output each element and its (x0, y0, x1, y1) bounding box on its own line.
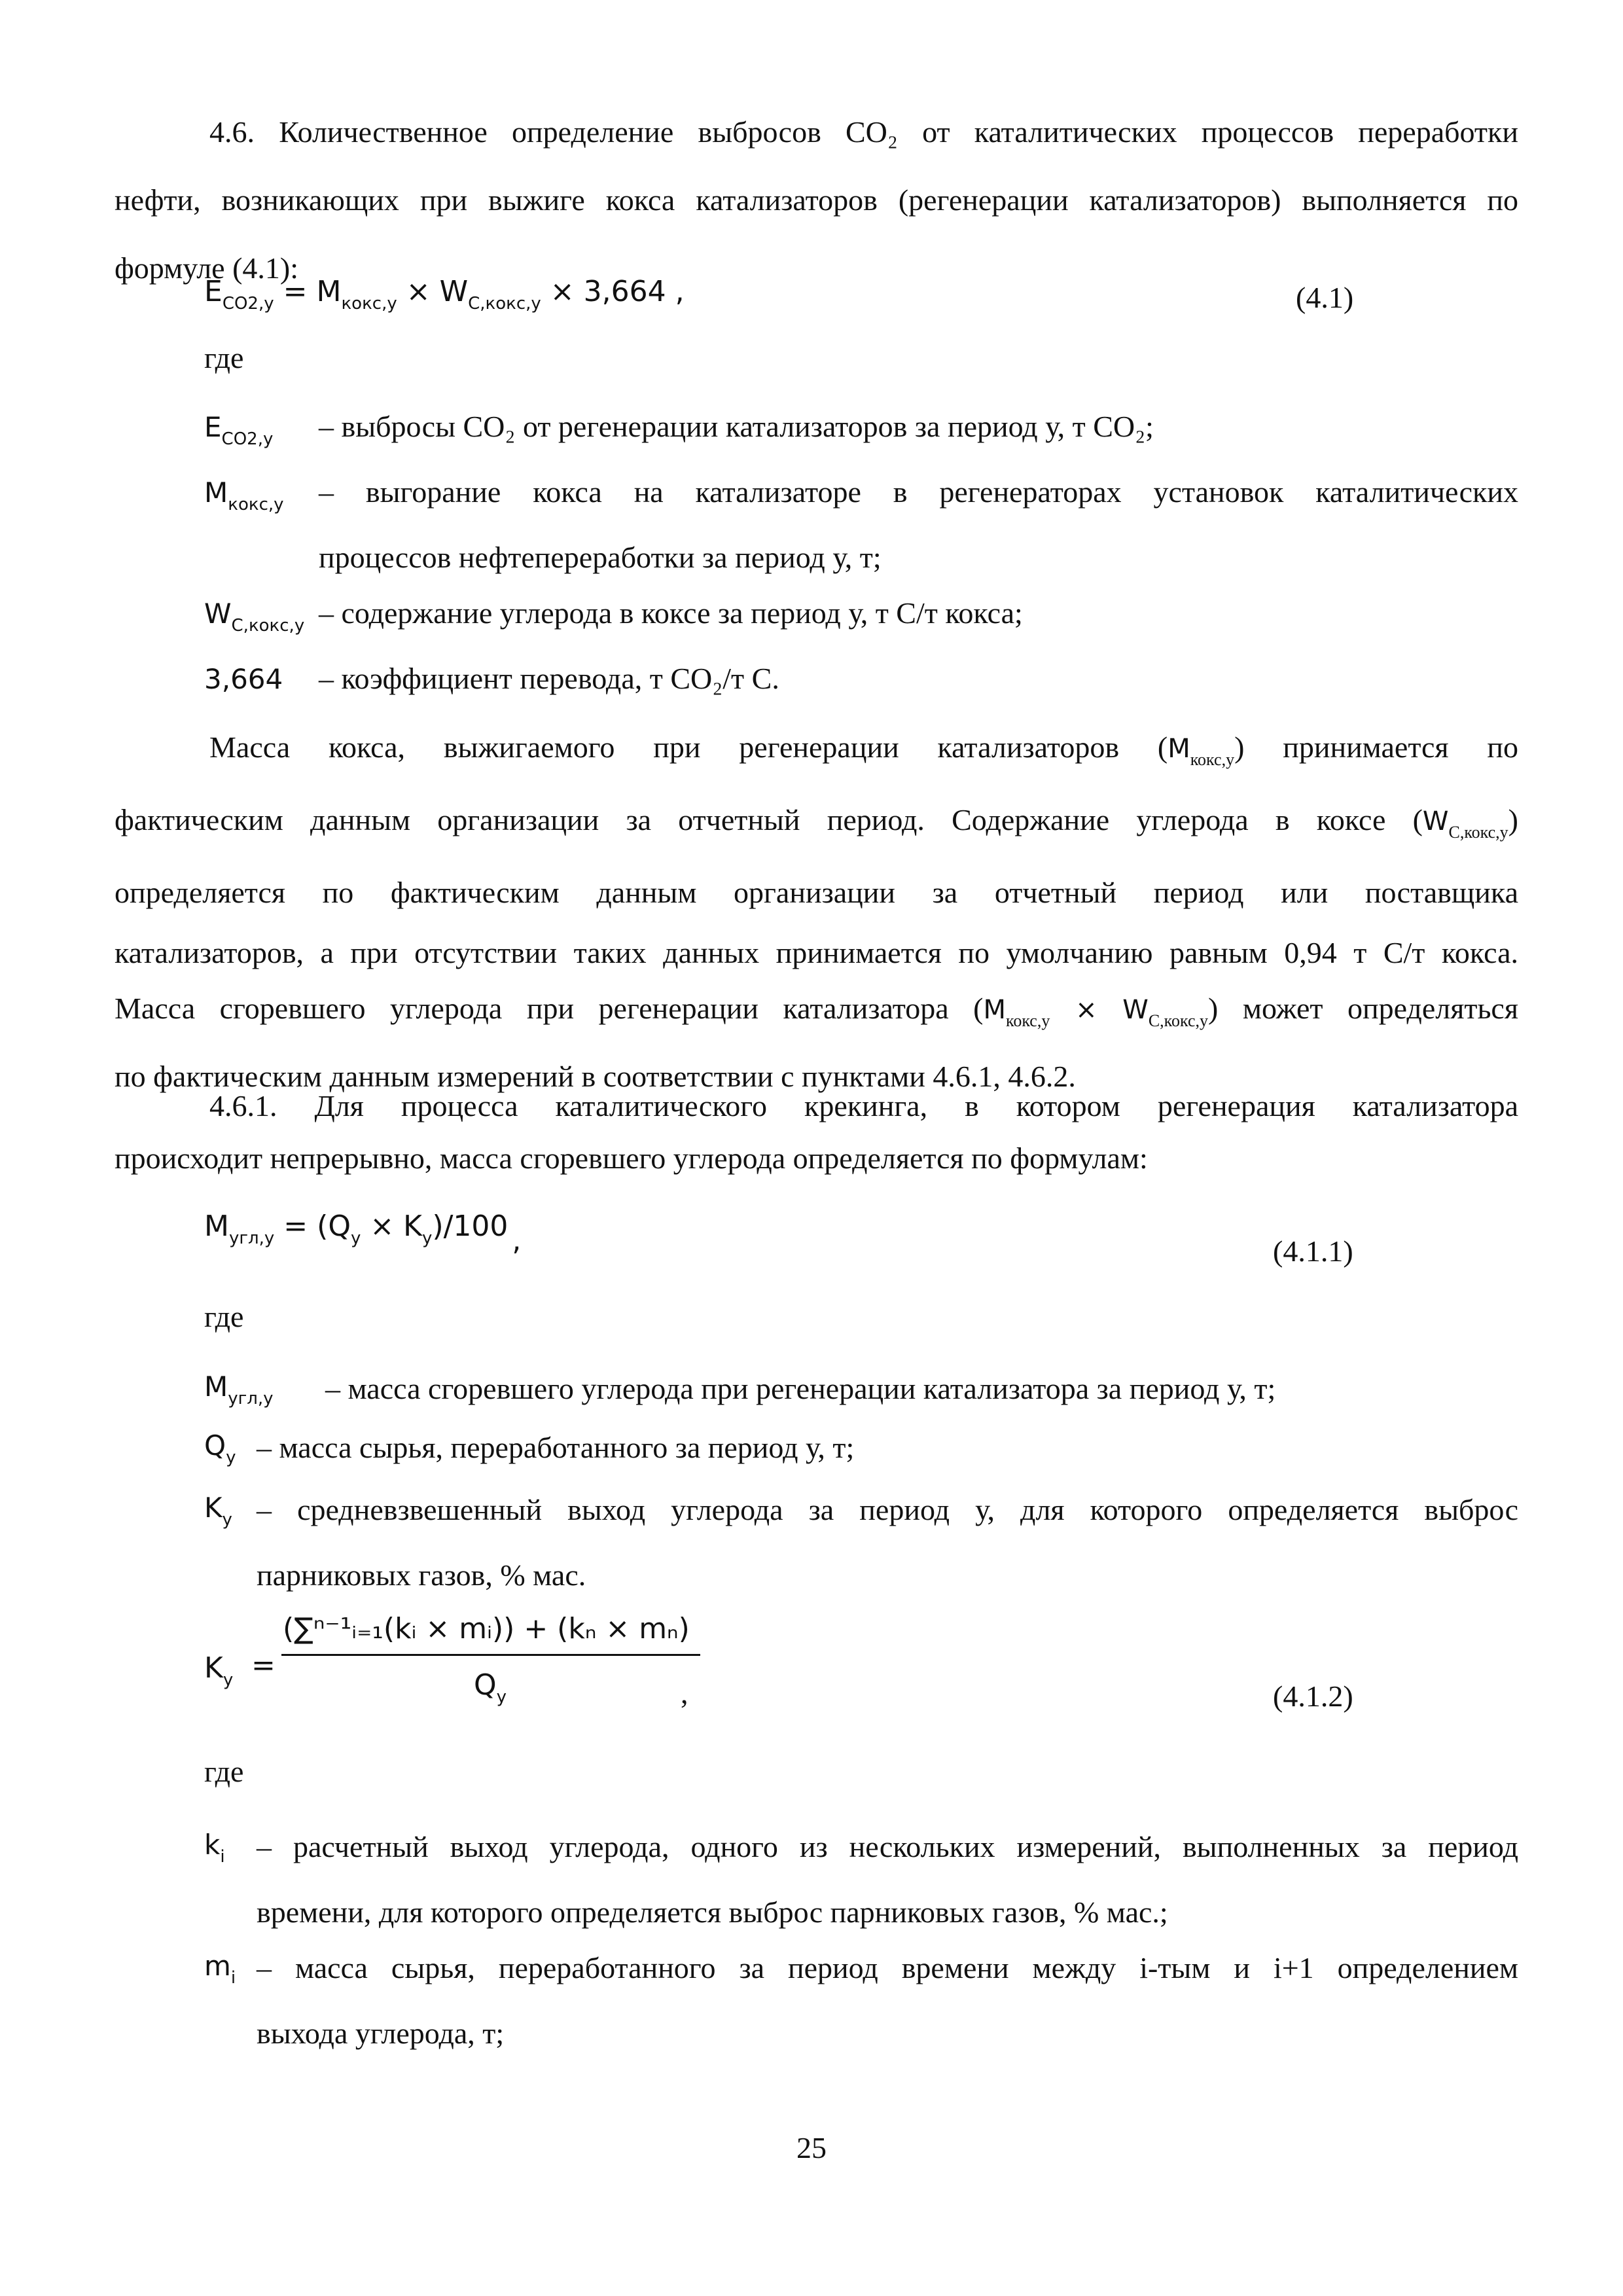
page-number: 25 (796, 2131, 827, 2164)
text-line: по фактическим данным измерений в соответствии с пунктами 4.6.1, 4.6.2. (115, 1060, 1076, 1093)
definition-item: $m_i$ – масса сырья, переработанного за период времени между i-тым и i+1 определением выхода углерода, т; (204, 1950, 1518, 2050)
text-line: Масса сгоревшего углерода при регенерации катализатора $(M_{кокс,у} \times W_{С,кокс,у})$ может определяться (115, 992, 1519, 1030)
definition-item: $K_y$ – средневзвешенный выход углерода за период у, для которого определяется выброс парниковых газов, % мас. (204, 1492, 1518, 1592)
formula-4-1-1: $M_{угл,y} = (Q_y \times K_y)/100$ , (204, 1210, 522, 1257)
text-line: 4.6.1. Для процесса каталитического крекинга, в котором регенерация катализатора (209, 1089, 1518, 1122)
definition-item: $Q_y$ – масса сырья, переработанного за период у, т; (204, 1429, 855, 1467)
text-line: определяется по фактическим данным организации за отчетный период или поставщика (115, 876, 1518, 909)
text-line: нефти, возникающих при выжиге кокса катализаторов (регенерации катализаторов) выполняется по (115, 183, 1518, 217)
where-label: где (204, 1755, 244, 1788)
formula-4-1-2: $K_y$ = (∑ⁿ⁻¹ᵢ₌₁(kᵢ × mᵢ)) + (kₙ × mₙ) $Q_y$ (204, 1607, 702, 1738)
formula-4-1: $E_{CO2,y} = M_{кокс,y} \times W_{С,кокс,y} \times 3,664$ , (204, 275, 685, 314)
fraction-bar (281, 1654, 700, 1656)
text-line: катализаторов, а при отсутствии таких данных принимается по умолчанию равным 0,94 т С/т кокса. (115, 936, 1518, 969)
text-line: формуле (4.1): (115, 251, 298, 285)
definition-item: $M_{угл,у}$ – масса сгоревшего углерода при регенерации катализатора за период у, т; (204, 1371, 1276, 1408)
definition-item: $W_{С,кокс,у}$ – содержание углерода в коксе за период у, т С/т кокса; (204, 596, 1023, 636)
definition-item: $k_i$ – расчетный выход углерода, одного из нескольких измерений, выполненных за период времени, для которого определяется выброс парниковых газов, % мас.; (204, 1829, 1518, 1929)
equation-number: (4.1) (1296, 281, 1354, 314)
text-line: происходит непрерывно, масса сгоревшего углерода определяется по формулам: (115, 1141, 1148, 1175)
text-line: Масса кокса, выжигаемого при регенерации катализаторов $(M_{кокс,у})$ принимается по (209, 730, 1518, 769)
section-4-6-paragraph (115, 98, 1518, 302)
text-line: 4.6. Количественное определение выбросов СО₂ от каталитических процессов переработки (209, 115, 1518, 149)
definition-item: $M_{кокс,у}$ – выгорание кокса на катализаторе в регенераторах установок каталитических процессов нефтепереработки за период у, т; (204, 475, 1518, 574)
equation-number: (4.1.2) (1273, 1679, 1353, 1713)
text-line: фактическим данным организации за отчетный период. Содержание углерода в коксе $(W_{С,кокс,у})$ (115, 803, 1518, 842)
equation-number: (4.1.1) (1273, 1234, 1353, 1268)
definition-item: 3,664 – коэффициент перевода, т СО₂/т С. (204, 662, 779, 695)
mass-paragraph (115, 713, 1518, 1111)
definition-item: $E_{CO2,y}$ – выбросы СО₂ от регенерации катализаторов за период у, т СО₂; (204, 410, 1154, 449)
where-label: где (204, 341, 244, 374)
formula-comma: , (681, 1676, 688, 1710)
where-label: где (204, 1300, 244, 1333)
section-4-6-1-paragraph (115, 1080, 1518, 1185)
